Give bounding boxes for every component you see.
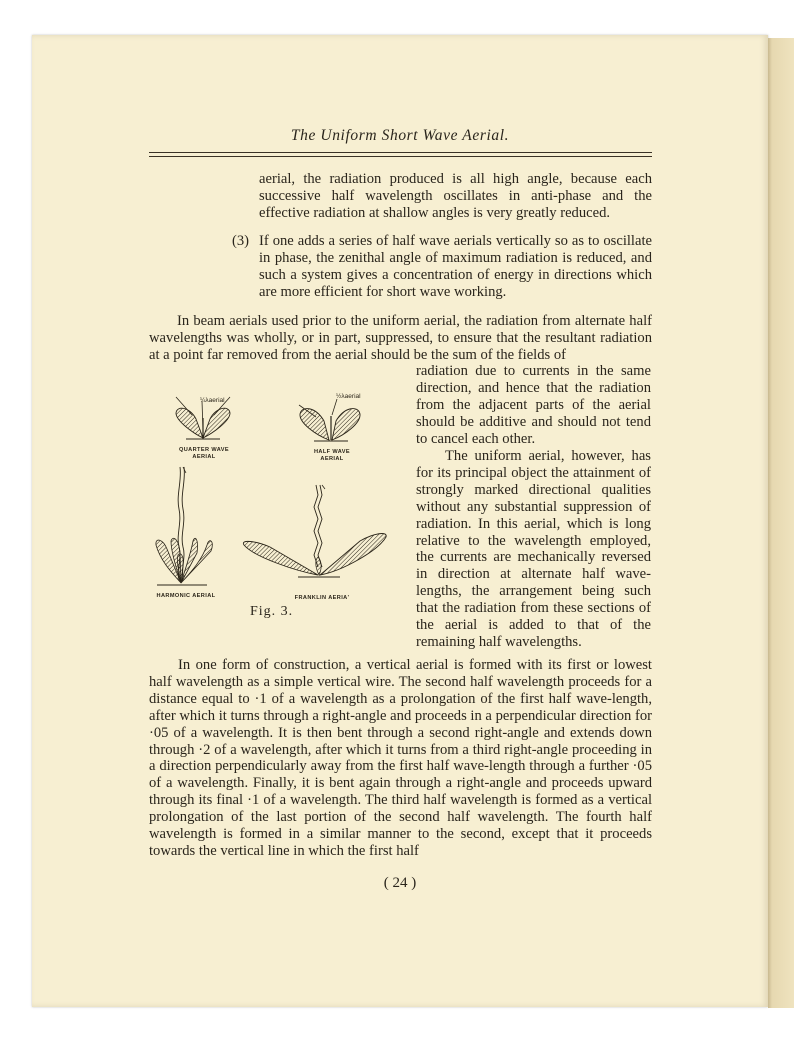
half-wave-label: HALF WAVE AERIAL [313,449,351,462]
header-rule-top [149,152,652,153]
construction-paragraph: In one form of construction, a vertical aerial is formed with its first or lowest half wavelength as a simple vertical wire. The second half wavelength proceeds for a distance equal to ·1 of a wavelength as a prolongation of the first half wave-length, after which it turns through a right-angle and proceeds in a perpendicular direction for ·05 of a wavelength. It is then bent through a second right-angle and extends down through ·2 of a wavelength, after which it turns from a third right-angle proceeding in a direction perpendicularly away from the first half wave-length through a further ·05 of a wavelength. Finally, it is bent again through a right-angle and proceeds upward through its final ·1 of a wavelength. The third half wavelength is formed as a vertical prolongation of the last portion of the second half wavelength. The fourth half wavelength is formed in a similar manner to the second, except that it proceeds towards the vertical line in which the first half [149,657,652,859]
adjacent-page-edge [768,38,794,1008]
running-head: The Uniform Short Wave Aerial. [290,127,510,144]
franklin-aerial-diagram [243,485,386,577]
continuation-paragraph: aerial, the radiation produced is all high angle, because each successive half wavelength oscillates in anti-phase and the effective radiation at shallow angles is very greatly reduced. [259,171,652,221]
harmonic-aerial-diagram [156,467,212,585]
figure-radiation-patterns [146,385,408,625]
header-rule-bottom [149,156,652,157]
list-item-text: If one adds a series of half wave aerials vertically so as to oscillate in phase, the zenithal angle of maximum radiation is reduced, and such a system gives a concentration of energy in directions which are more efficient for short wave working. [259,233,652,300]
franklin-aerial-label: FRANKLIN AERIA' [294,595,350,601]
beam-aerials-paragraph: In beam aerials used prior to the uniform aerial, the radiation from alternate half wavelengths was wholly, or in part, suppressed, to ensure that the resultant radiation at a point far removed from the aerial should be the sum of the fields of [149,313,652,363]
figure-caption: Fig. 3. [250,604,294,619]
quarter-wave-annotation: ¼λaerial [200,397,225,404]
page-number: ( 24 ) [383,875,417,891]
harmonic-aerial-label: HARMONIC AERIAL [156,593,216,599]
right-column-paragraph-1: radiation due to currents in the same direction, and hence that the radiation from the adjacent parts of the aerial should be additive and should not tend to cancel each other. [416,363,651,447]
list-item-number: (3) [232,233,250,249]
quarter-wave-label: QUARTER WAVE AERIAL [178,447,230,460]
half-wave-diagram [299,399,360,441]
radiation-diagram [146,385,408,625]
half-wave-annotation: ½λaerial [336,393,361,400]
right-column-paragraph-2: The uniform aerial, however, has for its principal object the attainment of strongly marked directional qualities without any substantial suppression of radiation. In this aerial, which is long relative to the wavelength employed, the currents are mechanically reversed in direction at alternate half wave-lengths, the arrangement being such that the radiation from these sections of the aerial is added to that of the remaining half wavelengths. [416,448,651,650]
